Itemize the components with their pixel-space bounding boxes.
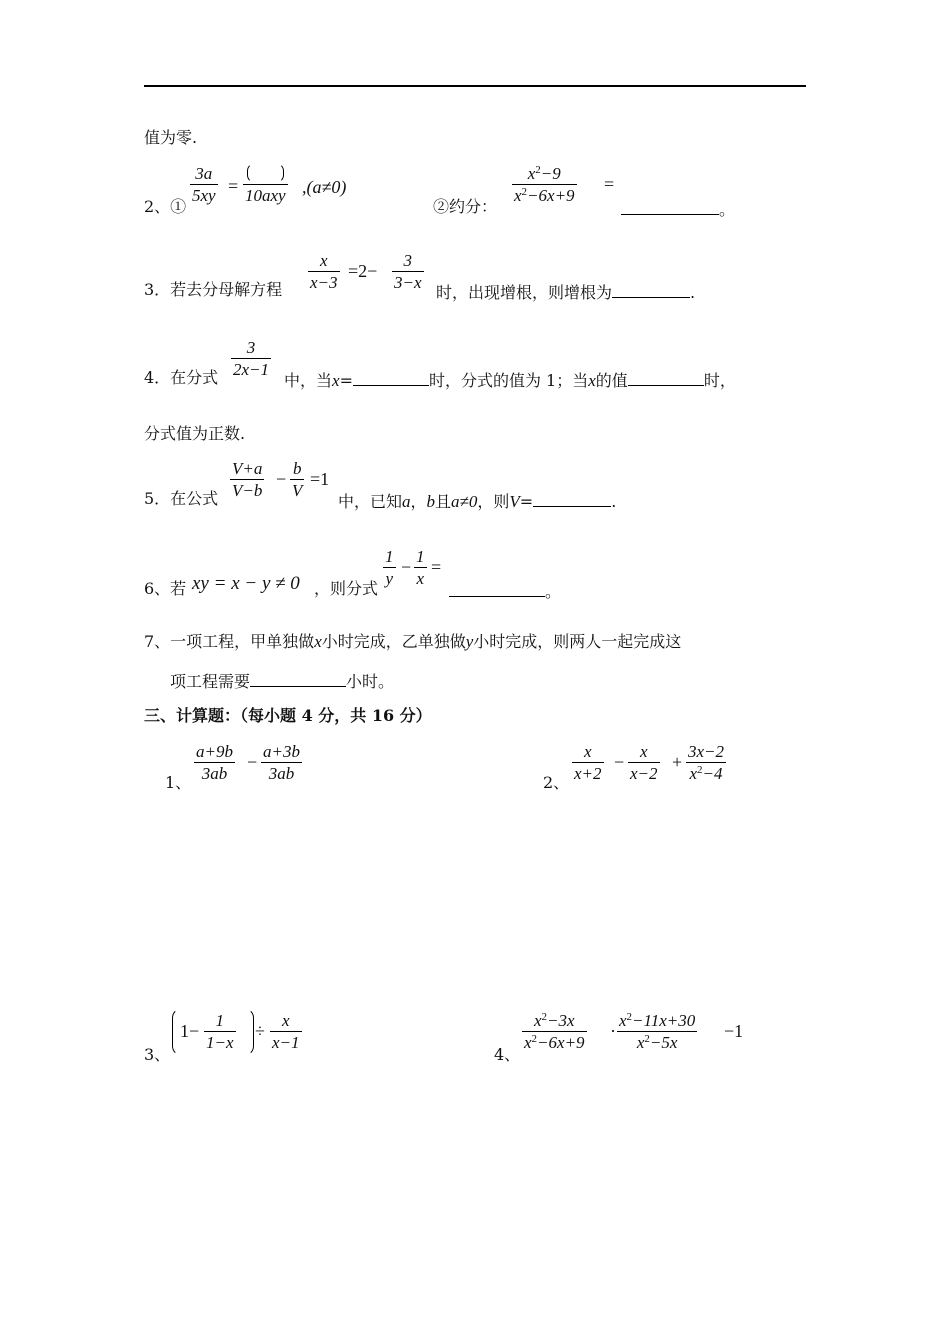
calc1-fraction-1: $\frac{a+9b}{3ab}$	[196, 742, 233, 783]
q3-mid: =2−	[348, 261, 378, 281]
q6-equals: =	[431, 557, 442, 577]
q7-answer-blank[interactable]	[250, 668, 346, 687]
q3-fraction-2: $\frac{3}{3-x}$	[394, 251, 422, 292]
q6-prefix: 6、若	[144, 579, 187, 598]
q5-minus: −	[276, 469, 287, 489]
calc2-fraction-1: $\frac{x}{x+2}$	[574, 742, 602, 783]
q3-fraction-1: $\frac{x}{x-3}$	[310, 251, 338, 292]
q2-fraction-2: 10axy	[243, 163, 288, 206]
q4-line-2: 分式值为正数.	[144, 424, 246, 443]
q2-fraction-1: $\frac{3a}{5xy}$	[192, 164, 216, 205]
calc3-divide: ÷	[255, 1021, 265, 1041]
q6-condition: xy = x − y ≠ 0	[192, 573, 300, 594]
intro-text: 值为零.	[144, 128, 198, 147]
q3-answer-blank[interactable]	[612, 279, 690, 298]
calc4-dot: ·	[610, 1021, 616, 1041]
q6-answer-blank[interactable]	[449, 578, 545, 597]
q2-blank-numerator[interactable]	[243, 163, 288, 185]
q2-answer-blank[interactable]	[621, 196, 719, 215]
section-3-heading: 三、计算题：（每小题 4 分，共 16 分）	[144, 706, 432, 725]
calc4-fraction-2: $\frac{x^2-11x+30}{x^2-5x}$	[619, 1011, 696, 1052]
q7-line-2: 项工程需要 小时。	[170, 668, 394, 693]
q3-suffix: 时，出现增根，则增根为 .	[436, 279, 695, 304]
q4-prefix: 4．在分式	[144, 368, 219, 387]
q6-answer: 。	[449, 578, 561, 603]
calc3-label: 3、	[144, 1045, 171, 1064]
calc3-one-minus: 1−	[180, 1021, 200, 1041]
q5-equals: =1	[310, 469, 330, 489]
calc3-fraction-2: $\frac{x}{x-1}$	[272, 1011, 300, 1052]
calc1-minus: −	[247, 752, 258, 772]
calc3-fraction-1: $\frac{1}{1-x}$	[206, 1011, 234, 1052]
calc2-fraction-2: $\frac{x}{x-2}$	[630, 742, 658, 783]
q2-answer: 。	[621, 196, 735, 221]
calc1-label: 1、	[165, 773, 192, 792]
q7-line-1: 7、一项工程，甲单独做x小时完成，乙单独做y小时完成，则两人一起完成这	[144, 632, 682, 651]
calc2-fraction-3: $\frac{3x-2}{x^2-4}$	[688, 742, 725, 783]
q5-fraction-1: $\frac{V+a}{V-b}$	[232, 459, 263, 500]
calc4-tail: −1	[724, 1021, 744, 1041]
q4-blank-2[interactable]	[628, 367, 704, 386]
q5-prefix: 5．在公式	[144, 489, 219, 508]
q2-equals: =	[228, 176, 239, 196]
q6-fraction-2: $\frac{1}{x}$	[416, 547, 425, 588]
q2-equals-2: =	[604, 174, 615, 194]
q5-answer-blank[interactable]	[533, 488, 611, 507]
calc2-plus: +	[672, 752, 683, 772]
q5-fraction-2: $\frac{b}{V}$	[292, 459, 303, 500]
q5-line: 中，已知a，b且a≠0，则V= .	[338, 488, 616, 513]
q2-condition: ,(a≠0)	[302, 177, 347, 197]
q6-fraction-1: $\frac{1}{y}$	[385, 547, 394, 588]
q6-minus: −	[401, 557, 412, 577]
q4-fraction: $\frac{3}{2x-1}$	[233, 338, 270, 379]
q2-part2-label: ②约分：	[433, 197, 498, 216]
q4-blank-1[interactable]	[353, 367, 429, 386]
q4-line-1: 中，当x= 时，分式的值为 1；当x的值 时，	[284, 367, 736, 392]
q6-t1: ，则分式	[314, 579, 379, 598]
q2-label: 2、①	[144, 197, 187, 216]
calc4-label: 4、	[494, 1045, 521, 1064]
q3-prefix: 3．若去分母解方程	[144, 280, 283, 299]
calc2-minus: −	[614, 752, 625, 772]
calc1-fraction-2: $\frac{a+3b}{3ab}$	[263, 742, 300, 783]
q2-fraction-3: $\frac{x^2-9}{x^2-6x+9}$	[514, 164, 575, 205]
calc4-fraction-1: $\frac{x^2-3x}{x^2-6x+9}$	[524, 1011, 585, 1052]
header-rule	[144, 85, 806, 87]
calc2-label: 2、	[543, 773, 570, 792]
